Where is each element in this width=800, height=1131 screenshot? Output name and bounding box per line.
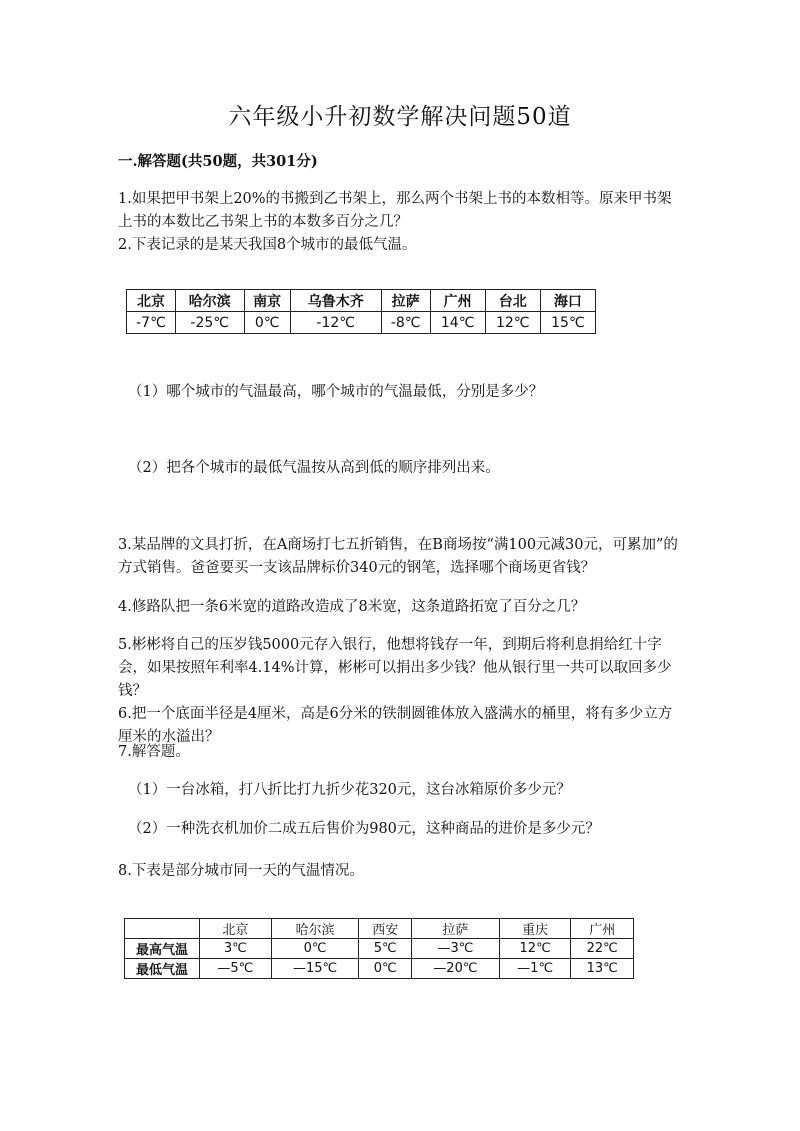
table-cell: —20℃ [411, 959, 499, 979]
table-header-cell: 哈尔滨 [271, 919, 359, 939]
question-8: 8.下表是部分城市同一天的气温情况。 [118, 863, 364, 879]
table-header-cell: 北京 [127, 290, 176, 312]
table-header-cell: 哈尔滨 [175, 290, 244, 312]
table-cell: -12℃ [290, 312, 381, 334]
table-header-cell: 西安 [359, 919, 412, 939]
table-header-cell: 乌鲁木齐 [290, 290, 381, 312]
table-row [125, 959, 634, 979]
question-3: 3.某品牌的文具打折，在A商场打七五折销售，在B商场按“满100元减30元，可累加”的方式销售。爸爸要买一支该品牌标价340元的钢笔，选择哪个商场更省钱？ [118, 537, 678, 576]
table-cell: 12℃ [499, 939, 571, 959]
question-2-part-2: （2）把各个城市的最低气温按从高到低的顺序排列出来。 [128, 460, 500, 476]
table-cell: —3℃ [411, 939, 499, 959]
question-7-part-1: （1）一台冰箱，打八折比打九折少花320元，这台冰箱原价多少元？ [128, 782, 571, 798]
table-cell: 0℃ [244, 312, 290, 334]
question-7: 7.解答题。 [118, 744, 190, 760]
question-2: 2.下表记录的是某天我国8个城市的最低气温。 [118, 237, 417, 253]
table-cell: —1℃ [499, 959, 571, 979]
table-corner-cell [125, 919, 200, 939]
table-header-cell: 重庆 [499, 919, 571, 939]
table-header-cell: 台北 [485, 290, 540, 312]
table-cell: 12℃ [485, 312, 540, 334]
city-temperature-table [124, 918, 634, 979]
city-low-temperature-table [126, 289, 596, 334]
table-header-cell: 广州 [571, 919, 634, 939]
question-1: 1.如果把甲书架上20%的书搬到乙书架上，那么两个书架上书的本数相等。原来甲书架上书的本数比乙书架上书的本数多百分之几？ [118, 191, 672, 230]
table-cell: 5℃ [359, 939, 412, 959]
question-6: 6.把一个底面半径是4厘米，高是6分米的铁制圆锥体放入盛满水的桶里，将有多少立方厘米的水溢出？ [118, 706, 673, 745]
table-cell: -7℃ [127, 312, 176, 334]
table-header-cell: 拉萨 [411, 919, 499, 939]
table-cell: 0℃ [359, 959, 412, 979]
table-header-row [127, 290, 596, 312]
table-cell: 13℃ [571, 959, 634, 979]
question-7-part-2: （2）一种洗衣机加价二成五后售价为980元，这种商品的进价是多少元？ [128, 821, 600, 837]
table-cell: 22℃ [571, 939, 634, 959]
table-header-cell: 广州 [430, 290, 485, 312]
table-cell: —15℃ [271, 959, 359, 979]
table-row-label: 最高气温 [125, 939, 200, 959]
table-cell: —5℃ [200, 959, 272, 979]
table-cell: -8℃ [381, 312, 430, 334]
question-2-part-1: （1）哪个城市的气温最高，哪个城市的气温最低，分别是多少？ [128, 384, 544, 400]
question-4: 4.修路队把一条6米宽的道路改造成了8米宽，这条道路拓宽了百分之几？ [118, 599, 586, 615]
table-header-cell: 海口 [540, 290, 595, 312]
section-heading: 一.解答题(共50题，共301分) [118, 153, 318, 170]
table-row-label: 最低气温 [125, 959, 200, 979]
table-header-cell: 拉萨 [381, 290, 430, 312]
table-cell: 0℃ [271, 939, 359, 959]
table-header-cell: 南京 [244, 290, 290, 312]
table-header-row [125, 919, 634, 939]
page-title: 六年级小升初数学解决问题50道 [228, 104, 572, 130]
table-cell: 3℃ [200, 939, 272, 959]
table-cell: 14℃ [430, 312, 485, 334]
table-cell: -25℃ [175, 312, 244, 334]
table-header-cell: 北京 [200, 919, 272, 939]
table-row [125, 939, 634, 959]
table-row [127, 312, 596, 334]
table-cell: 15℃ [540, 312, 595, 334]
question-5: 5.彬彬将自己的压岁钱5000元存入银行，他想将钱存一年，到期后将利息捐给红十字会，如果按照年利率4.14%计算，彬彬可以捐出多少钱？他从银行里一共可以取回多少钱？ [118, 637, 672, 699]
